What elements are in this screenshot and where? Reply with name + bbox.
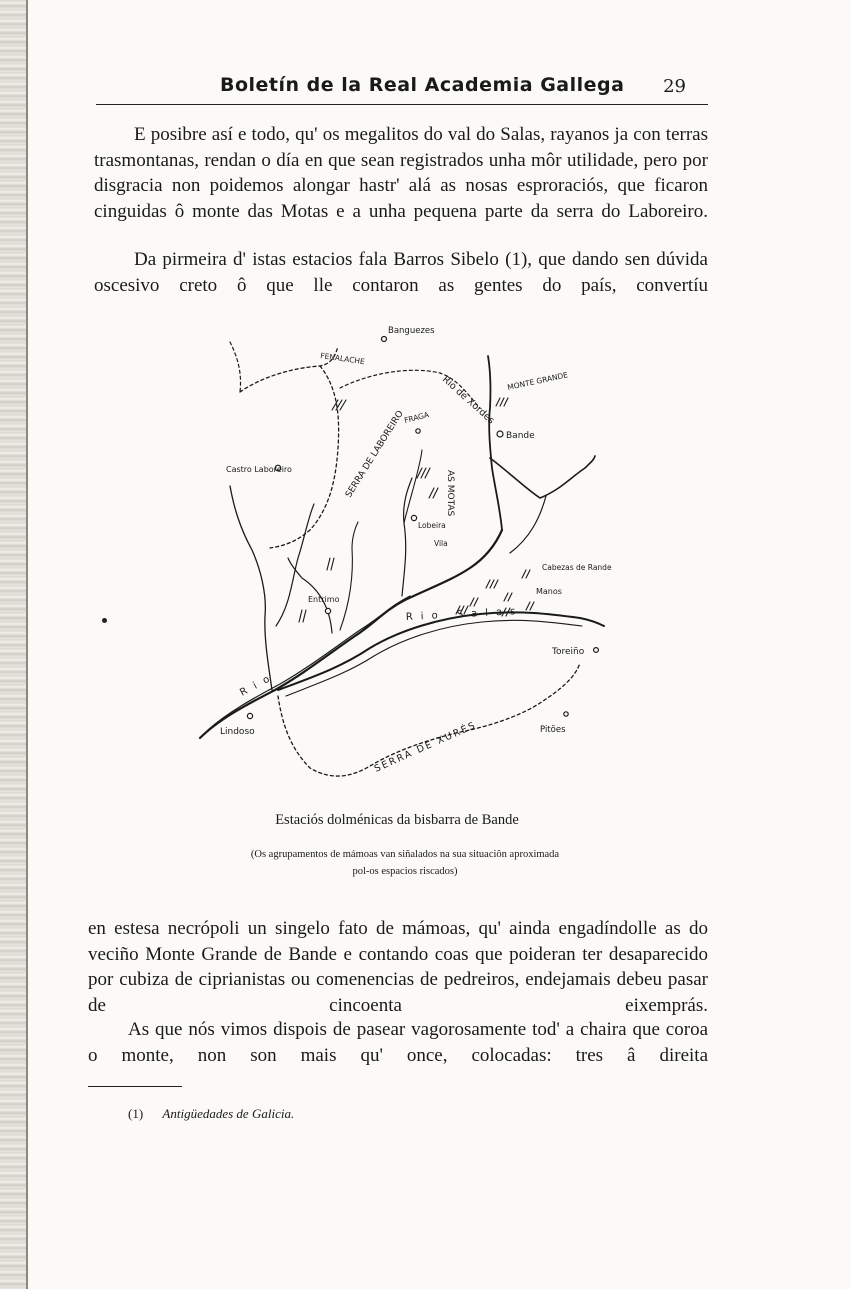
label-manos: Manos [536,587,562,596]
river-xordes [488,356,502,530]
label-cabezas-de-rande: Cabezas de Rande [542,563,612,572]
footnote-rule [88,1086,182,1087]
running-header [96,74,708,105]
footnote [128,1106,294,1122]
place-banguezes [382,337,387,342]
running-title: Boletín de la Real Academia Gallega [220,74,625,96]
label-rio-salas: Rio Salas [405,605,524,623]
label-bande: Bande [506,431,535,441]
place-lobeira [411,515,416,520]
river-east-2 [510,496,546,553]
place-fraga [416,429,420,433]
label-banguezes: Banguezes [388,326,435,336]
page-edge [0,0,28,1289]
river-salas-bank [286,620,582,696]
river-east [490,456,595,498]
paragraph-2: Da pirmeira d' istas estacios fala Barros Sibelo (1), que dando sen dúvida oscesivo creto ô que lle contaron as gentes do país, convertíu [94,249,708,296]
page-number: 29 [663,76,686,97]
paragraph-4: As que nós vimos dispois de pasear vagorosamente tod' a chaira que coroa o monte, non son mais qu' once, colocadas: tres â direita [88,1019,708,1066]
label-rio-xordes: Rio de Xordes [439,374,497,427]
place-torei [594,648,599,653]
label-monte-grande: MONTE GRANDE [506,370,569,392]
boundary-laboreiro [270,366,339,548]
river-lima [200,530,502,738]
figure-note-line1: (Os agrupamentos de mámoas van siñalados na sua situaciôn aproximada [250,849,560,860]
label-serra-laboreiro: SERRA DE LABOREIRO [344,409,406,500]
label-serra-xures: SERRA DE XURÉS [372,719,479,775]
stream-castro-2 [276,504,314,626]
label-rio-lima: Rio [238,670,279,699]
stream-entrimo-2 [340,522,358,630]
footnote-mark: (1) [128,1106,144,1121]
label-as-motas: AS MOTAS [445,470,455,517]
label-lindoso: Lindoso [220,727,255,737]
footnote-text: Antigüedades de Galicia. [162,1106,295,1121]
stream-castro [230,486,272,690]
paragraph-3: en estesa necrópoli un singelo fato de mámoas, qu' ainda engadíndolle as do veciño Monte Grande de Bande e contando coas que poideran ter desaparecido por cubiza de ciprianistas ou comenencias de pedreiros, endejamais debeu pasar de cincoenta eixemprás. [88,918,708,1016]
label-fraga: FRAGA [403,410,430,425]
figure-note-line2: pol-os espacios riscados) [352,866,458,877]
place-pitoes [564,712,568,716]
label-torei: Toreiño [552,647,585,657]
figure-caption: Estaciós dolménicas da bisbarra de Bande [275,812,519,828]
place-bande [497,431,503,437]
paragraph-1: E posibre así e todo, qu' os megalitos do val do Salas, rayanos ja con terras trasmontanas, rendan o día en que sean registrados unha môr utilidade, pero por disgracia non poidemos alongar hastr' alá as nosas esproraciós, que ficaron cinguidas ô monte das Motas e a unha pequena parte da serra do Laboreiro. [94,124,708,222]
boundary-west [230,342,241,392]
stream-lobeira-2 [404,450,422,523]
label-entrimo: Entrimo [308,595,340,604]
label-lobeira: Lobeira [418,521,446,530]
place-lindoso [247,713,252,718]
map-figure [190,318,620,796]
label-fenalacha: FENALACHE [319,351,366,367]
figure-note [190,846,620,880]
boundary-south [278,663,580,776]
margin-dot [102,618,107,623]
place-entrimo [325,608,330,613]
label-vila: Vila [434,539,448,548]
label-castro-laboreiro: Castro Laboreiro [226,465,292,474]
stream-lobeira [402,478,412,596]
label-pitoes: Pitões [540,725,566,735]
